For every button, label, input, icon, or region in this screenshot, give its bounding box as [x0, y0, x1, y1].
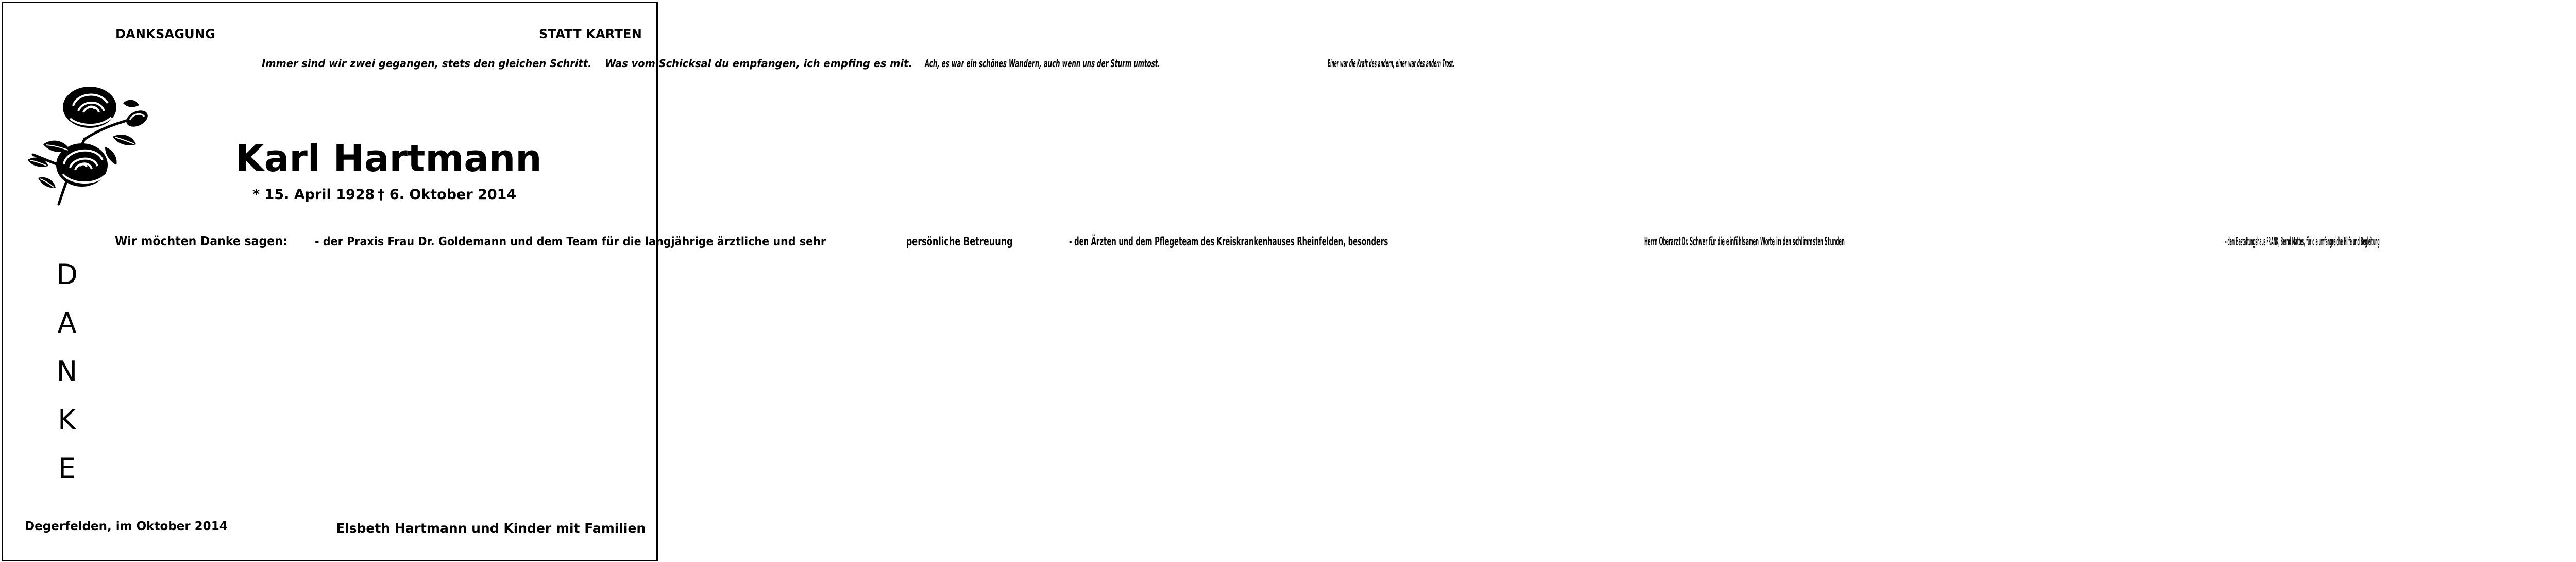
poem-line: Ach, es war ein schönes Wandern, auch wenn uns der Sturm umtost.: [924, 57, 1160, 70]
danke-letter: A: [57, 307, 77, 339]
place-date: Degerfelden, im Oktober 2014: [25, 520, 228, 533]
poem-line: Einer war die Kraft des andern, einer war des andern Trost.: [1328, 57, 1455, 70]
thanks-intro: Wir möchten Danke sagen:: [115, 234, 287, 249]
rose-icon: [23, 82, 151, 206]
thanks-line: persönliche Betreuung: [906, 234, 1013, 249]
birth-date: * 15. April 1928: [252, 187, 375, 203]
thanks-line: Herrn Oberarzt Dr. Schwer für die einfühlsamen Worte in den schlimmsten Stunden: [1643, 234, 1845, 249]
danke-vertical: [52, 251, 82, 493]
danke-letter: K: [58, 404, 76, 436]
thanks-line: - dem Bestattungshaus FRANK, Bernd Mattes, für die umfangreiche Hilfe und Begleitung: [2225, 234, 2380, 249]
header-statt-karten: STATT KARTEN: [539, 27, 642, 41]
danke-letter: E: [58, 452, 76, 485]
thanks-section: [115, 232, 2576, 251]
thanks-line: - den Ärzten und dem Pflegeteam des Kreiskrankenhauses Rheinfelden, besonders: [1069, 234, 1388, 249]
poem-line: Was vom Schicksal du empfangen, ich empfing es mit.: [604, 57, 912, 70]
danke-letter: D: [56, 258, 78, 291]
family-signature: Elsbeth Hartmann und Kinder mit Familien: [336, 521, 646, 536]
danke-letter: N: [56, 355, 78, 388]
thanks-line: - der Praxis Frau Dr. Goldemann und dem Team für die langjährige ärztliche und sehr: [315, 234, 826, 249]
poem: [262, 56, 1674, 72]
header-danksagung: DANKSAGUNG: [115, 27, 216, 41]
poem-line: Immer sind wir zwei gegangen, stets den gleichen Schritt.: [262, 57, 592, 70]
death-date: † 6. Oktober 2014: [378, 187, 517, 203]
deceased-name: Karl Hartmann: [235, 137, 542, 180]
